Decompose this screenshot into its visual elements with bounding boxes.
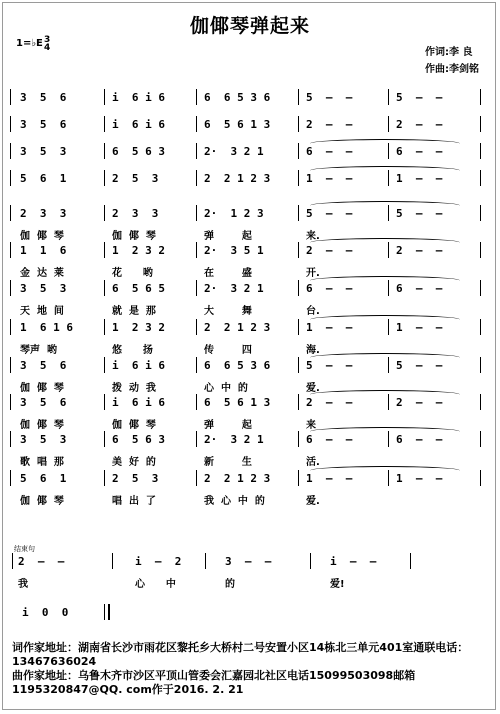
lyric: 心 中 的 — [204, 383, 248, 394]
lyric: 就 是 那 — [112, 306, 156, 317]
bar-line — [10, 470, 11, 486]
measure: 6 5 6 3 — [112, 433, 165, 446]
tie-arc — [310, 466, 460, 475]
measure: 5 6 1 — [20, 172, 67, 185]
lyric: 开. — [306, 268, 320, 279]
measure: 1 — — — [306, 321, 353, 334]
lyric: 花 哟 — [112, 268, 153, 279]
measure: i 0 0 — [22, 606, 69, 619]
measure: i 6 i 6 — [112, 359, 165, 372]
bar-line — [10, 143, 11, 159]
measure: 6 6 5 3 6 — [204, 91, 271, 104]
measure: 2 2 1 2 3 — [204, 472, 271, 485]
tie-arc — [310, 427, 460, 436]
song-title: 伽倻琴弹起来 — [189, 15, 310, 37]
composer-credit: 作曲:李剑铭 — [425, 64, 479, 75]
measure: 5 — — — [306, 359, 353, 372]
lyric: 在 盛 — [204, 268, 252, 279]
lyric: 活. — [306, 457, 320, 468]
measure: i 6 i 6 — [112, 91, 165, 104]
measure: 2· 3 2 1 — [204, 282, 264, 295]
measure: 6 — — — [306, 433, 353, 446]
measure: 6 5 6 3 — [112, 145, 165, 158]
lyric: 拨 动 我 — [112, 383, 156, 394]
composer-address: 曲作家地址：乌鲁木齐市沙区平顶山管委会汇嘉园北社区电话15099503098邮箱 — [12, 669, 416, 682]
measure: 2 2 1 2 3 — [204, 321, 271, 334]
measure: i 6 i 6 — [112, 118, 165, 131]
measure: 3 5 6 — [20, 118, 67, 131]
lyricist-credit: 作词:李 良 — [425, 47, 473, 58]
bar-line — [298, 431, 299, 447]
lyric: 传 四 — [204, 345, 252, 356]
measure: 1 — — — [396, 321, 443, 334]
measure: 5 — — — [396, 91, 443, 104]
measure: 3 5 6 — [20, 359, 67, 372]
bar-line — [298, 143, 299, 159]
lyric: 台. — [306, 306, 320, 317]
lyric: 金 达 莱 — [20, 268, 64, 279]
final-bar-line — [104, 604, 105, 620]
final-bar-line — [108, 604, 110, 620]
bar-line — [298, 116, 299, 132]
measure: 6 — — — [306, 282, 353, 295]
bar-line — [298, 357, 299, 373]
lyric: 天 地 间 — [20, 306, 64, 317]
measure: 3 5 3 — [20, 145, 67, 158]
tie-arc — [310, 201, 460, 210]
measure: 3 5 6 — [20, 396, 67, 409]
tie-arc — [310, 353, 460, 362]
lyric: 来 — [306, 420, 316, 431]
lyric: 唱 出 了 — [112, 496, 156, 507]
lyric: 伽 倻 琴 — [20, 383, 64, 394]
lyric: 伽 倻 琴 — [20, 420, 64, 431]
measure: 2 3 3 — [20, 207, 67, 220]
lyric: 的 — [225, 579, 235, 590]
tie-arc — [310, 139, 460, 148]
measure: 2 3 3 — [112, 207, 159, 220]
lyric: 爱. — [306, 496, 320, 507]
measure: i — — — [330, 555, 377, 568]
lyric: 悠 扬 — [112, 345, 153, 356]
measure: 3 5 3 — [20, 433, 67, 446]
measure: 2 5 3 — [112, 172, 159, 185]
bar-line — [10, 89, 11, 105]
lyric: 伽 倻 琴 — [20, 231, 64, 242]
measure: 2 — — — [306, 118, 353, 131]
bar-line — [298, 205, 299, 221]
measure: 6 — — — [306, 145, 353, 158]
tie-arc — [310, 315, 460, 324]
composer-email-date: 1195320847@QQ. com作于2016. 2. 21 — [12, 683, 244, 696]
measure: 1 2 3 2 — [112, 244, 165, 257]
bar-line — [298, 89, 299, 105]
measure: 6 6 5 3 6 — [204, 359, 271, 372]
lyric: 我 心 中 的 — [204, 496, 265, 507]
measure: 5 6 1 — [20, 472, 67, 485]
key-label: 1=♭E — [16, 38, 43, 49]
lyric: 弹 起 — [204, 420, 252, 431]
measure: 1 1 6 — [20, 244, 67, 257]
measure: 2· 3 2 1 — [204, 145, 264, 158]
measure: i — 2 — [135, 555, 182, 568]
bar-line — [298, 470, 299, 486]
measure: 3 — — — [225, 555, 272, 568]
bar-line — [112, 553, 113, 569]
measure: 2 2 1 2 3 — [204, 172, 271, 185]
lyric: 来. — [306, 231, 320, 242]
measure: 6 5 6 1 3 — [204, 396, 271, 409]
measure: 3 5 3 — [20, 282, 67, 295]
time-top: 3 — [44, 35, 51, 45]
measure: 2· 1 2 3 — [204, 207, 264, 220]
key-signature — [16, 35, 51, 53]
bar-line — [10, 357, 11, 373]
tie-arc — [310, 390, 460, 399]
measure: 5 — — — [306, 91, 353, 104]
lyric: 琴声 哟 — [20, 345, 57, 356]
measure: 6 — — — [396, 145, 443, 158]
bar-line — [10, 205, 11, 221]
lyric: 爱! — [330, 579, 345, 590]
measure: 1 — — — [306, 172, 353, 185]
bar-line — [10, 280, 11, 296]
tie-arc — [310, 166, 460, 175]
final-row — [0, 606, 500, 646]
lyricist-phone: 13467636024 — [12, 655, 97, 668]
measure: 6 5 6 5 — [112, 282, 165, 295]
bar-line — [10, 242, 11, 258]
measure: 2 5 3 — [112, 472, 159, 485]
measure: 2· 3 5 1 — [204, 244, 264, 257]
lyric: 伽 倻 琴 — [112, 231, 156, 242]
measure: 1 — — — [396, 472, 443, 485]
measure: 6 5 6 1 3 — [204, 118, 271, 131]
measure: 6 — — — [396, 433, 443, 446]
lyric: 美 好 的 — [112, 457, 156, 468]
lyric: 大 舞 — [204, 306, 252, 317]
measure: 3 5 6 — [20, 91, 67, 104]
measure: 2 — — — [396, 244, 443, 257]
measure: 2· 3 2 1 — [204, 433, 264, 446]
lyric: 海. — [306, 345, 320, 356]
lyricist-address: 词作家地址：湖南省长沙市雨花区黎托乡大桥村二号安置小区14栋北三单元401室通联电话： — [12, 641, 469, 654]
lyric: 伽 倻 琴 — [112, 420, 156, 431]
lyric: 伽 倻 琴 — [20, 496, 64, 507]
time-signature — [44, 36, 50, 52]
bar-line — [298, 394, 299, 410]
measure: 2 — — — [18, 555, 65, 568]
measure: 2 — — — [396, 118, 443, 131]
measure: 5 — — — [396, 207, 443, 220]
bar-line — [298, 170, 299, 186]
measure: 1 6 1 6 — [20, 321, 73, 334]
lyric: 爱. — [306, 383, 320, 394]
tie-arc — [310, 238, 460, 247]
lyric: 我 — [18, 579, 28, 590]
bar-line — [298, 242, 299, 258]
bar-line — [12, 553, 13, 569]
lyric: 新 生 — [204, 457, 252, 468]
measure: i 6 i 6 — [112, 396, 165, 409]
bar-line — [10, 116, 11, 132]
measure: 1 2 3 2 — [112, 321, 165, 334]
bar-line — [298, 280, 299, 296]
ending-label: 结束句 — [14, 545, 35, 553]
measure: 5 — — — [396, 359, 443, 372]
bar-line — [10, 319, 11, 335]
bar-line — [10, 431, 11, 447]
measure: 2 — — — [306, 396, 353, 409]
bar-line — [298, 319, 299, 335]
bar-line — [10, 394, 11, 410]
lyric: 歌 唱 那 — [20, 457, 64, 468]
measure: 1 — — — [306, 472, 353, 485]
measure: 6 — — — [396, 282, 443, 295]
ending-row — [0, 555, 500, 595]
lyric: 心 中 — [135, 579, 176, 590]
measure: 1 — — — [396, 172, 443, 185]
tie-arc — [310, 276, 460, 285]
time-bottom: 4 — [44, 43, 51, 53]
lyric: 弹 起 — [204, 231, 252, 242]
measure: 2 — — — [396, 396, 443, 409]
measure: 2 — — — [306, 244, 353, 257]
score-row — [0, 472, 500, 512]
bar-line — [10, 170, 11, 186]
measure: 5 — — — [306, 207, 353, 220]
